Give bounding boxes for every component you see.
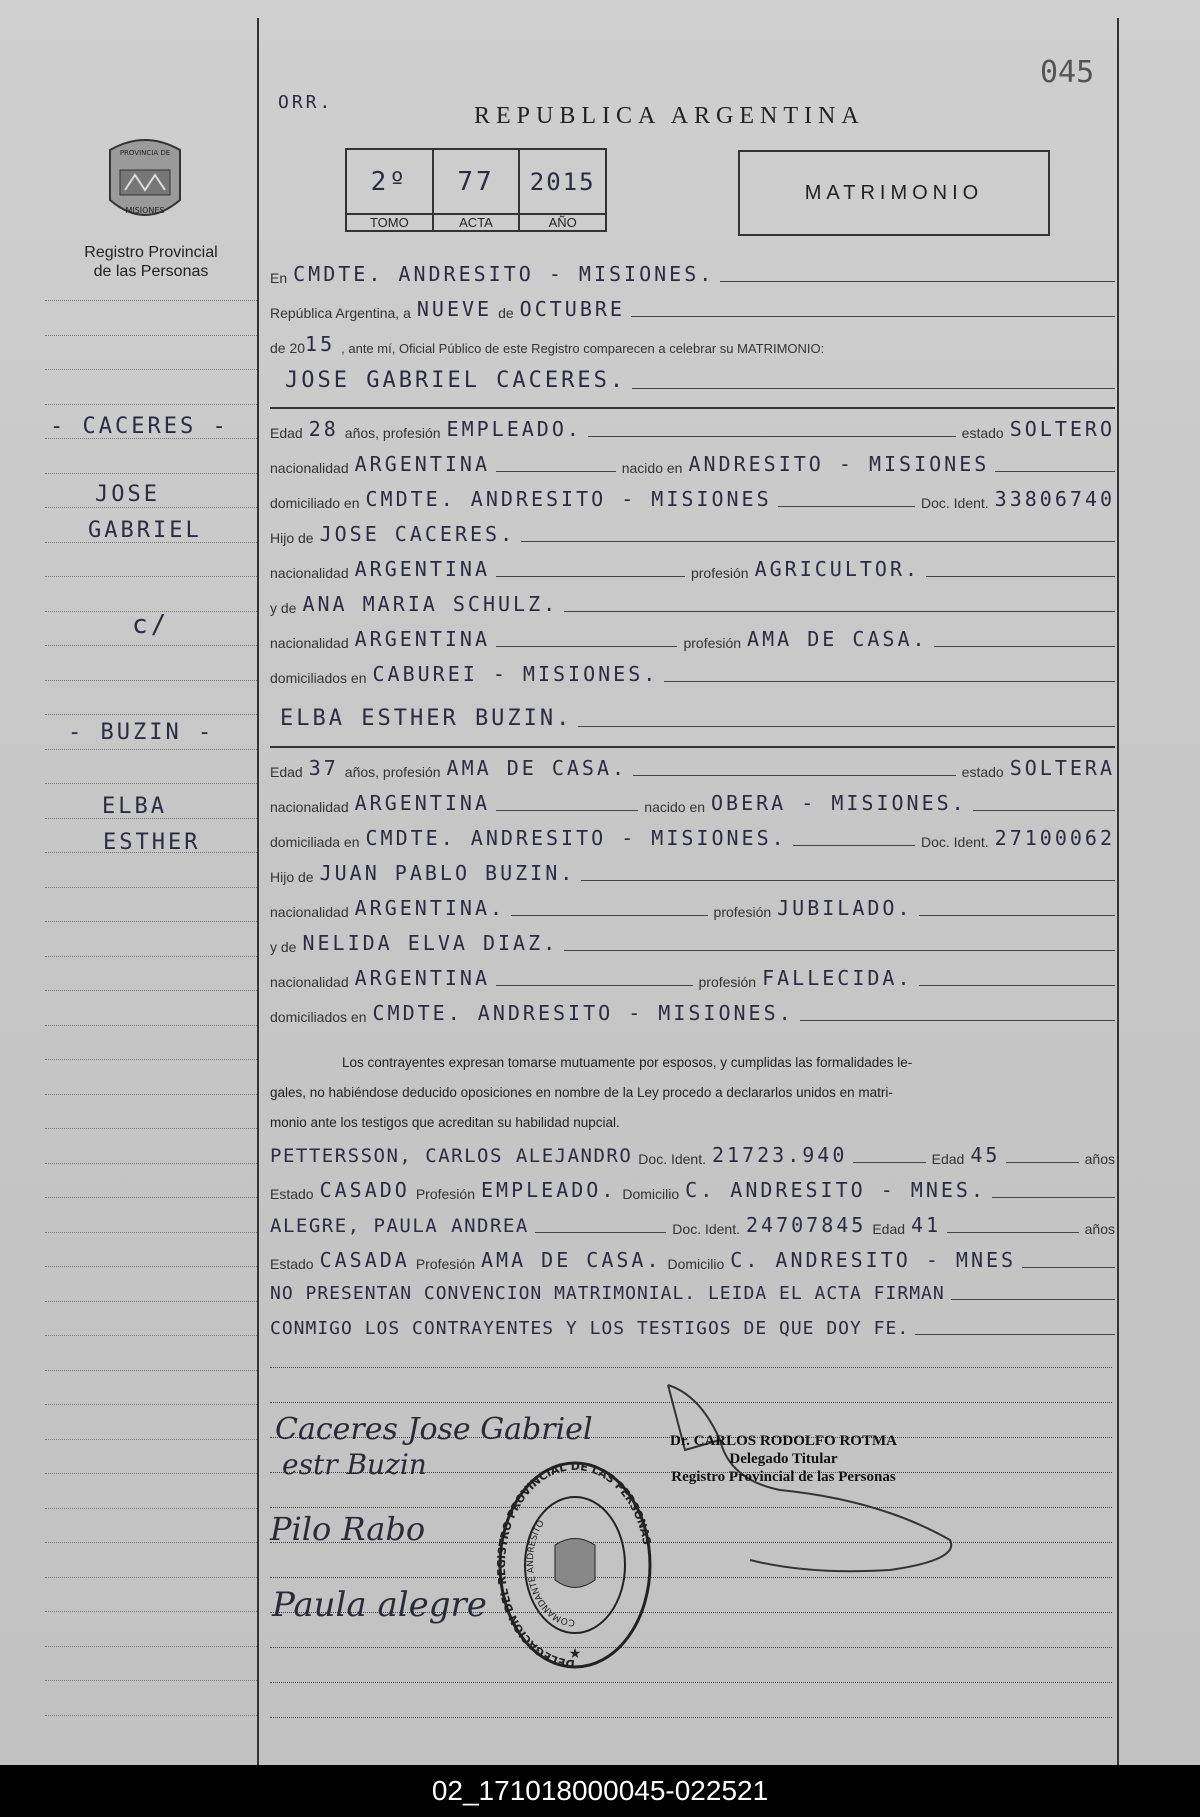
witness1-row2	[270, 1178, 1115, 1202]
year-prefix: de 20	[270, 340, 306, 356]
groom-fprof-label: profesión	[690, 565, 749, 581]
witness2-edad-label: Edad	[872, 1221, 906, 1237]
tomo-cell	[347, 150, 434, 230]
margin-bride-name2: ESTHER	[103, 830, 201, 855]
margin-dotted-line	[45, 1059, 257, 1060]
page-number: 045	[1040, 55, 1095, 90]
country-title: REPUBLICA ARGENTINA	[474, 103, 865, 129]
note-row2	[270, 1318, 1115, 1339]
margin-dotted-line	[45, 680, 257, 681]
official-registry: Registro Provincial de las Personas	[671, 1469, 896, 1485]
groom-mother-nat-row	[270, 627, 1115, 651]
de-label: de	[498, 305, 514, 321]
margin-dotted-line	[45, 1370, 257, 1371]
groom-name-row	[270, 368, 1115, 393]
margin-dotted-line	[45, 1232, 257, 1233]
margin-dotted-line	[45, 1715, 257, 1716]
margin-bride-surname: - BUZIN -	[68, 720, 215, 745]
intro-place: CMDTE. ANDRESITO - MISIONES.	[293, 262, 715, 286]
bride-parents-dom-row	[270, 1001, 1115, 1025]
groom-mprof-label: profesión	[683, 635, 742, 651]
bride-parents-domicile: CMDTE. ANDRESITO - MISIONES.	[372, 1001, 794, 1025]
witness2-profession: AMA DE CASA.	[481, 1248, 662, 1272]
bride-dom-label: domiciliada en	[270, 834, 360, 850]
margin-dotted-line	[45, 645, 257, 646]
groom-doms-label: domiciliados en	[270, 670, 367, 686]
footer-id: 02_171018000045-022521	[431, 1775, 769, 1806]
intro-day: NUEVE	[416, 297, 493, 321]
margin-dotted-line	[45, 1577, 257, 1578]
witness1-doc: 21723.940	[712, 1143, 848, 1167]
signature-witness2: Paula alegre	[272, 1585, 487, 1625]
official-title: Delegado Titular	[729, 1451, 838, 1467]
witness1-edad-label: Edad	[931, 1151, 965, 1167]
witness2-doc-label: Doc. Ident.	[672, 1221, 740, 1237]
margin-dotted-line	[45, 1197, 257, 1198]
blank-line	[270, 1647, 1112, 1648]
bride-doc-label: Doc. Ident.	[920, 834, 989, 850]
acta-cell	[434, 150, 521, 230]
groom-dom-label: domiciliado en	[270, 495, 360, 511]
signature-witness1: Pilo Rabo	[270, 1510, 426, 1548]
svg-text:★: ★	[568, 1645, 582, 1661]
margin-dotted-line	[45, 335, 257, 336]
intro-place-row	[270, 262, 1115, 286]
witness1-profession: EMPLEADO.	[481, 1178, 617, 1202]
bride-dom-row	[270, 826, 1115, 850]
note-row1	[270, 1283, 1115, 1304]
blank-line	[270, 1367, 1112, 1368]
seal-outer-text: DELEGACION DEL REGISTRO PROVINCIAL DE LAS PERSONAS	[495, 1460, 654, 1671]
margin-dotted-line	[45, 1025, 257, 1026]
official-stamp	[670, 1432, 897, 1486]
groom-dom-row	[270, 487, 1115, 511]
margin-dotted-line	[45, 714, 257, 715]
bride-nationality: ARGENTINA	[354, 791, 490, 815]
groom-fnac-label: nacionalidad	[270, 565, 349, 581]
bride-mother-nat: ARGENTINA	[354, 966, 490, 990]
intro-text: , ante mí, Oficial Público de este Registro comparecen a celebrar su MATRIMONIO:	[341, 341, 825, 356]
groom-anos-label: años, profesión	[344, 425, 441, 441]
bride-father-prof: JUBILADO.	[777, 896, 913, 920]
signature-bride: estr Buzin	[282, 1448, 427, 1481]
margin-dotted-line	[45, 369, 257, 370]
witness2-anos-label: años	[1084, 1221, 1115, 1237]
groom-mother-row	[270, 592, 1115, 616]
orr-note: ORR.	[278, 92, 334, 113]
groom-status: SOLTERO	[1009, 417, 1115, 441]
margin-dotted-line	[45, 1508, 257, 1509]
bride-name: ELBA ESTHER BUZIN.	[280, 706, 573, 731]
margin-dotted-line	[45, 1439, 257, 1440]
groom-mnac-label: nacionalidad	[270, 635, 349, 651]
margin-dotted-line	[45, 1611, 257, 1612]
witness1-age: 45	[970, 1143, 1001, 1167]
bride-father-nat-row	[270, 896, 1115, 920]
crest-top-text: PROVINCIA DE	[119, 149, 171, 157]
witness1-name: PETTERSSON, CARLOS ALEJANDRO	[270, 1145, 633, 1167]
bride-fprof-label: profesión	[713, 904, 772, 920]
witness2-doc: 24707845	[746, 1213, 867, 1237]
bride-name-row	[270, 706, 1115, 731]
registry-line2: de las Personas	[93, 263, 209, 280]
margin-dotted-line	[45, 990, 257, 991]
groom-estado-label: estado	[961, 425, 1004, 441]
margin-dotted-line	[45, 1301, 257, 1302]
witness1-anos-label: años	[1084, 1151, 1115, 1167]
witness1-doc-label: Doc. Ident.	[638, 1151, 706, 1167]
anio-value: 2015	[529, 167, 596, 196]
groom-doc-label: Doc. Ident.	[920, 495, 989, 511]
bride-edad-label: Edad	[270, 764, 303, 780]
groom-profession: EMPLEADO.	[446, 417, 582, 441]
margin-dotted-line	[45, 1163, 257, 1164]
witness1-prof-label: Profesión	[415, 1186, 475, 1202]
witness2-status: CASADA	[319, 1248, 410, 1272]
en-label: En	[270, 270, 288, 286]
groom-age: 28	[308, 417, 339, 441]
acta-label: ACTA	[434, 213, 519, 230]
margin-dotted-line	[45, 1335, 257, 1336]
bride-mother: NELIDA ELVA DIAZ.	[302, 931, 559, 955]
doc-type-box	[738, 150, 1050, 236]
witness2-estado-label: Estado	[270, 1256, 314, 1272]
intro-year-row	[270, 332, 1115, 356]
seal-inner-text: COMANDANTE ANDRESITO	[526, 1518, 576, 1628]
groom-hijo-label: Hijo de	[270, 530, 314, 546]
groom-nac-label: nacionalidad	[270, 460, 349, 476]
groom-father-prof: AGRICULTOR.	[754, 557, 921, 581]
margin-connector: c/	[132, 610, 170, 640]
margin-dotted-line	[45, 1404, 257, 1405]
bride-mnac-label: nacionalidad	[270, 974, 349, 990]
intro-month: OCTUBRE	[519, 297, 625, 321]
bride-domicile: CMDTE. ANDRESITO - MISIONES.	[365, 826, 787, 850]
bride-separator	[270, 746, 1115, 748]
misiones-crest-icon	[100, 135, 190, 235]
groom-doc: 33806740	[994, 487, 1115, 511]
margin-dotted-line	[45, 1128, 257, 1129]
groom-parents-dom-row	[270, 662, 1115, 686]
bride-estado-label: estado	[961, 764, 1004, 780]
bride-father-nat: ARGENTINA.	[354, 896, 506, 920]
margin-groom-name1: JOSE	[95, 482, 160, 507]
bride-anos-label: años, profesión	[344, 764, 441, 780]
groom-nationality: ARGENTINA	[354, 452, 490, 476]
formal-line3: monio ante los testigos que acreditan su habilidad nupcial.	[270, 1115, 620, 1130]
margin-dotted-line	[45, 921, 257, 922]
bride-nac-label: nacionalidad	[270, 799, 349, 815]
groom-mother-prof: AMA DE CASA.	[747, 627, 928, 651]
bride-mother-prof: FALLECIDA.	[762, 966, 913, 990]
margin-dotted-line	[45, 1542, 257, 1543]
tomo-value: 2º	[370, 166, 408, 197]
bride-father-row	[270, 861, 1115, 885]
left-margin-rule	[257, 18, 259, 1765]
margin-dotted-line	[45, 1473, 257, 1474]
groom-father-nat: ARGENTINA	[354, 557, 490, 581]
republica-label: República Argentina, a	[270, 305, 411, 321]
bride-hijo-label: Hijo de	[270, 869, 314, 885]
formal-text	[270, 1048, 1110, 1138]
note-line2: CONMIGO LOS CONTRAYENTES Y LOS TESTIGOS DE QUE DOY FE.	[270, 1318, 910, 1339]
margin-groom-name2: GABRIEL	[88, 518, 202, 543]
bride-doms-label: domiciliados en	[270, 1009, 367, 1025]
bride-fnac-label: nacionalidad	[270, 904, 349, 920]
margin-dotted-line	[45, 887, 257, 888]
groom-mother-nat: ARGENTINA	[354, 627, 490, 651]
margin-dotted-line	[45, 404, 257, 405]
anio-label: AÑO	[520, 213, 605, 230]
crest-bottom-text: MISIONES	[125, 206, 165, 215]
groom-age-row	[270, 417, 1115, 441]
anio-cell	[520, 150, 605, 230]
tomo-label: TOMO	[347, 213, 432, 230]
groom-birthplace: ANDRESITO - MISIONES	[688, 452, 990, 476]
doc-type: MATRIMONIO	[804, 181, 984, 204]
witness2-domicile: C. ANDRESITO - MNES	[730, 1248, 1017, 1272]
witness2-dom-label: Domicilio	[667, 1256, 725, 1272]
groom-parents-domicile: CABUREI - MISIONES.	[372, 662, 659, 686]
intro-date-row	[270, 297, 1115, 321]
groom-nacido-label: nacido en	[621, 460, 683, 476]
groom-edad-label: Edad	[270, 425, 303, 441]
margin-dotted-line	[45, 956, 257, 957]
bride-age-row	[270, 756, 1115, 780]
witness1-estado-label: Estado	[270, 1186, 314, 1202]
official-name: Dr. CARLOS RODOLFO ROTMA	[670, 1433, 897, 1449]
margin-dotted-line	[45, 507, 257, 508]
witness1-status: CASADO	[319, 1178, 410, 1202]
bride-nacido-label: nacido en	[644, 799, 706, 815]
margin-dotted-line	[45, 783, 257, 784]
formal-line1: Los contrayentes expresan tomarse mutuamente por esposos, y cumplidas las formalidades le-	[342, 1055, 913, 1070]
bride-profession: AMA DE CASA.	[446, 756, 628, 780]
registry-line1: Registro Provincial	[84, 244, 218, 261]
margin-dotted-line	[45, 749, 257, 750]
witness2-row1	[270, 1213, 1115, 1237]
scan-footer	[0, 1765, 1200, 1817]
registry-name	[45, 243, 257, 281]
margin-dotted-line	[45, 473, 257, 474]
registry-seal-icon	[495, 1460, 655, 1680]
bride-mprof-label: profesión	[698, 974, 757, 990]
note-line1: NO PRESENTAN CONVENCION MATRIMONIAL. LEIDA EL ACTA FIRMAN	[270, 1283, 945, 1304]
witness1-domicile: C. ANDRESITO - MNES.	[685, 1178, 986, 1202]
bride-mother-nat-row	[270, 966, 1115, 990]
blank-line	[270, 1717, 1112, 1718]
margin-dotted-line	[45, 576, 257, 577]
bride-nat-row	[270, 791, 1115, 815]
blank-line	[270, 1682, 1112, 1683]
witness2-age: 41	[911, 1213, 942, 1237]
margin-groom-surname: - CACERES -	[50, 414, 229, 439]
margin-dotted-line	[45, 1646, 257, 1647]
groom-separator	[270, 407, 1115, 409]
margin-dotted-line	[45, 1266, 257, 1267]
groom-yde-label: y de	[270, 600, 297, 616]
groom-nat-row	[270, 452, 1115, 476]
bride-mother-row	[270, 931, 1115, 955]
witness2-row2	[270, 1248, 1115, 1272]
bride-age: 37	[308, 756, 339, 780]
bride-yde-label: y de	[270, 939, 297, 955]
witness2-prof-label: Profesión	[415, 1256, 475, 1272]
acta-value: 77	[457, 166, 495, 197]
formal-line2: gales, no habiéndose deducido oposiciones en nombre de la Ley procedo a declararlos unidos en matri-	[270, 1085, 893, 1100]
bride-doc: 27100062	[994, 826, 1115, 850]
groom-father-row	[270, 522, 1115, 546]
groom-mother: ANA MARIA SCHULZ.	[302, 592, 559, 616]
record-box	[345, 148, 607, 232]
margin-dotted-line	[45, 1094, 257, 1095]
margin-dotted-line	[45, 1680, 257, 1681]
margin-bride-name1: ELBA	[102, 794, 167, 819]
bride-father: JUAN PABLO BUZIN.	[319, 861, 576, 885]
groom-name: JOSE GABRIEL CACERES.	[285, 368, 627, 393]
bride-status: SOLTERA	[1009, 756, 1115, 780]
groom-domicile: CMDTE. ANDRESITO - MISIONES	[365, 487, 772, 511]
right-margin-rule	[1117, 18, 1119, 1765]
witness1-dom-label: Domicilio	[622, 1186, 680, 1202]
bride-birthplace: OBERA - MISIONES.	[711, 791, 967, 815]
signature-groom: Caceres Jose Gabriel	[275, 1412, 593, 1447]
intro-year: 15	[305, 332, 336, 356]
witness2-name: ALEGRE, PAULA ANDREA	[270, 1215, 529, 1237]
margin-dotted-line	[45, 300, 257, 301]
groom-father: JOSE CACERES.	[319, 522, 516, 546]
witness1-row1	[270, 1143, 1115, 1167]
groom-father-nat-row	[270, 557, 1115, 581]
